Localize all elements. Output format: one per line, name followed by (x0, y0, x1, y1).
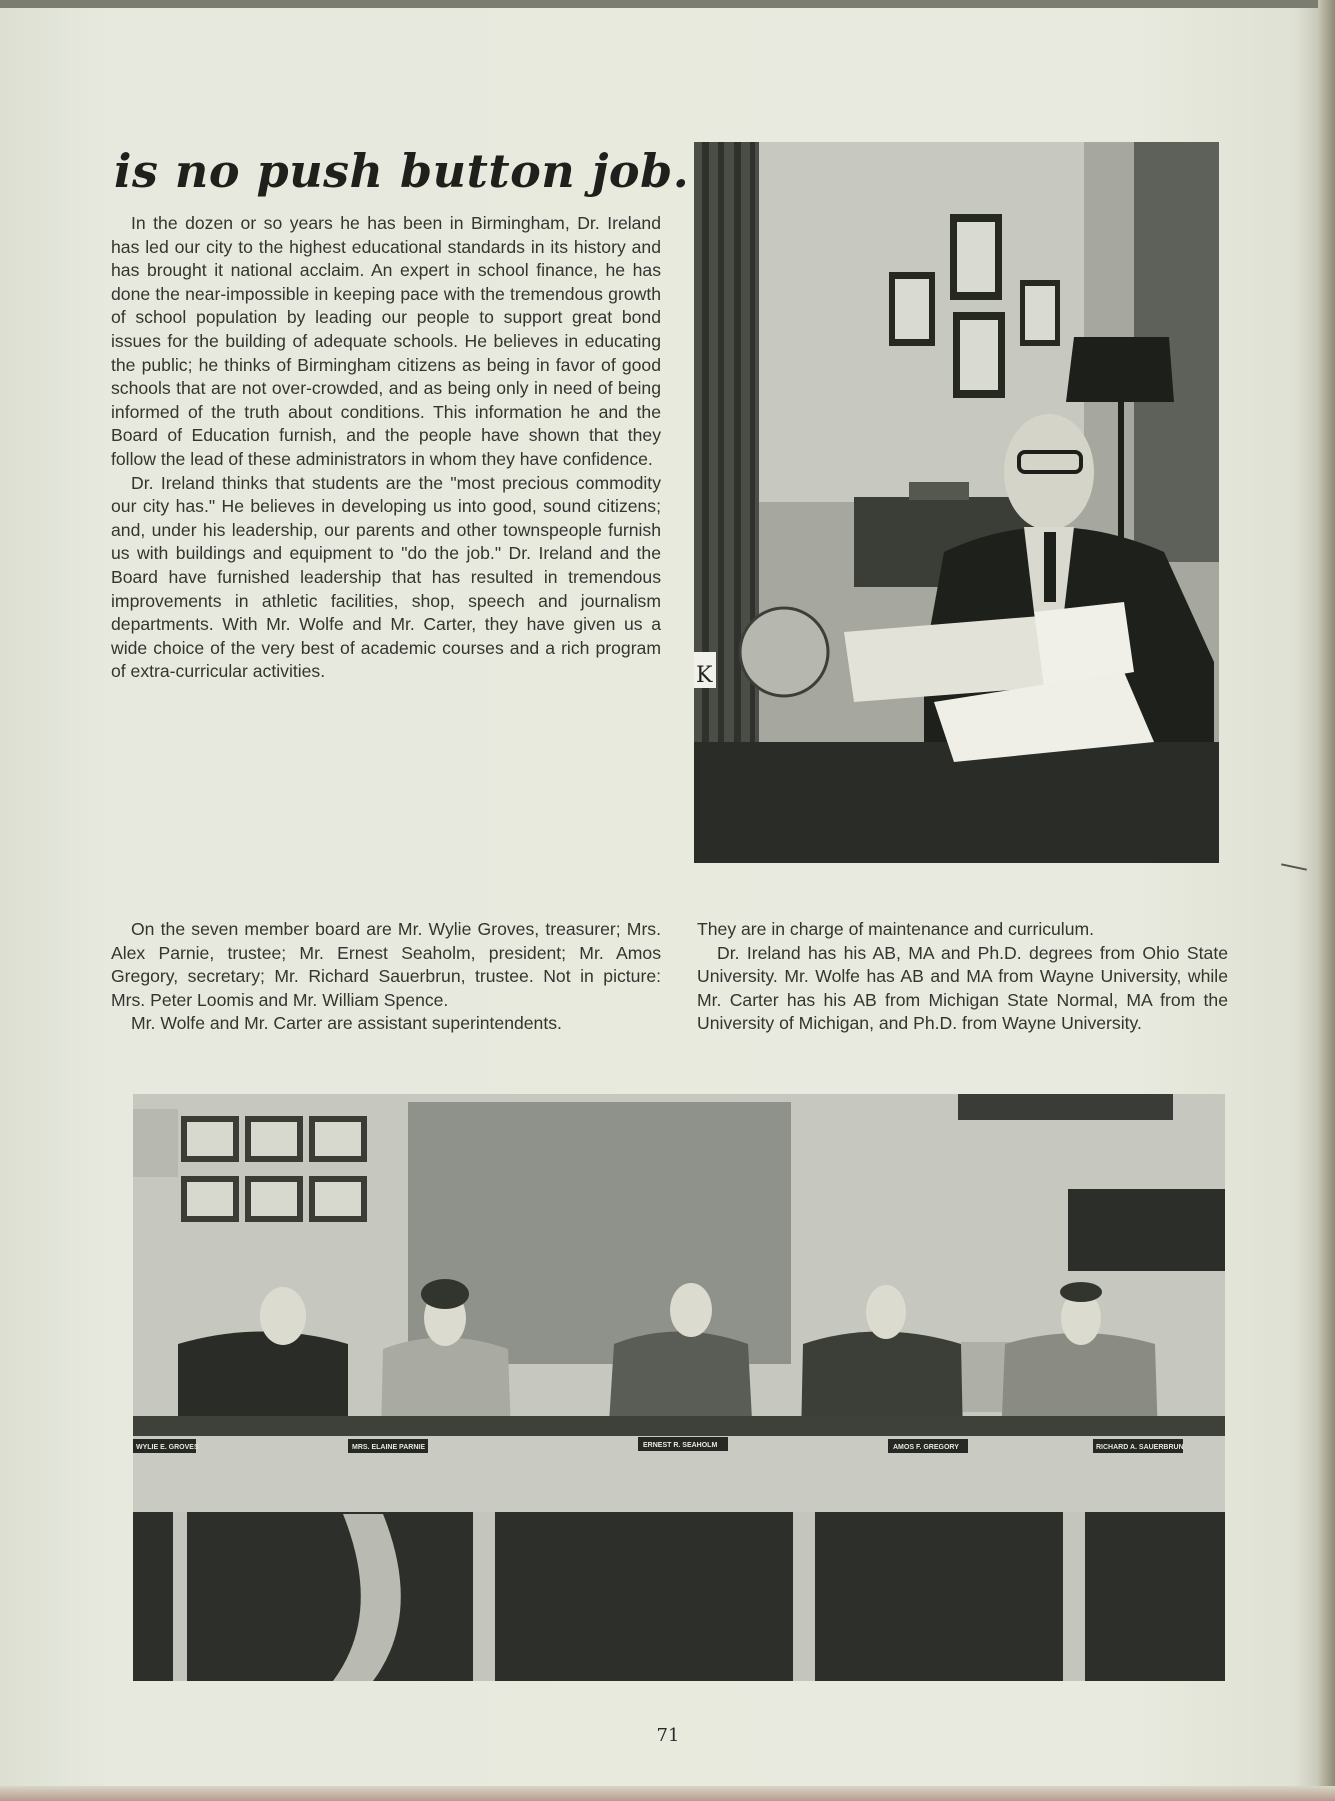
scan-top-edge (0, 0, 1335, 8)
intro-article (111, 212, 661, 684)
page-number: 71 (656, 1725, 680, 1746)
desk-sign-letter: K (696, 663, 713, 688)
nameplate-seaholm: ERNEST R. SEAHOLM (643, 1442, 718, 1449)
scan-right-edge (1318, 0, 1335, 1801)
page-headline: is no push button job. (114, 144, 690, 198)
nameplate-gregory: AMOS F. GREGORY (893, 1444, 959, 1451)
nameplate-groves: WYLIE E. GROVES (136, 1444, 199, 1451)
nameplate-parnie: MRS. ELAINE PARNIE (352, 1444, 425, 1451)
degrees-article (697, 918, 1228, 1036)
nameplate-sauerbrun: RICHARD A. SAUERBRUN (1096, 1444, 1184, 1451)
board-paragraph: On the seven member board are Mr. Wylie Groves, treasurer; Mrs. Alex Parnie, trustee; Mr. Ernest Seaholm, president; Mr. Amos Gregory, secretary; Mr. Richard Sauerbrun, trustee. Not in picture: Mrs. Peter Loomis and Mr. William Spence. (111, 919, 661, 1010)
intro-paragraph: In the dozen or so years he has been in Birmingham, Dr. Ireland has led our city to the highest educational standards in its history and has brought it national acclaim. An expert in school finance, he has done the near-impossible in keeping pace with the tremendous growth of school population by leading our people to support great bond issues for the building of adequate schools. He believes in educating the public; he thinks of Birmingham citizens as being in favor of good schools that are not over-crowded, and as being only in need of being informed of the truth about conditions. This information he and the Board of Education furnish, and the people have shown that they follow the lead of these administrators in whom they have confidence. (111, 213, 661, 469)
board-of-education-photo (133, 1094, 1225, 1681)
board-paragraph: Mr. Wolfe and Mr. Carter are assistant superintendents. (131, 1013, 562, 1034)
intro-paragraph: Dr. Ireland thinks that students are the "most precious commodity our city has." He believes in developing us into good, sound citizens; and, under his leadership, our parents and other townspeople furnish us with buildings and equipment to "do the job." Dr. Ireland and the Board have furnished leadership that has resulted in tremendous improvements in athletic facilities, shop, speech and journalism departments. With Mr. Wolfe and Mr. Carter, they have given us a wide choice of the very best of academic courses and a rich program of extra-curricular activities. (111, 472, 661, 682)
degrees-paragraph: They are in charge of maintenance and curriculum. (697, 919, 1095, 939)
board-article (111, 918, 661, 1036)
scan-bottom-edge (0, 1786, 1335, 1801)
dr-ireland-photo (694, 142, 1219, 863)
degrees-paragraph: Dr. Ireland has his AB, MA and Ph.D. degrees from Ohio State University. Mr. Wolfe has AB and MA from Wayne University, while Mr. Carter has his AB from Michigan State Normal, MA from the University of Michigan, and Ph.D. from Wayne University. (697, 942, 1228, 1034)
